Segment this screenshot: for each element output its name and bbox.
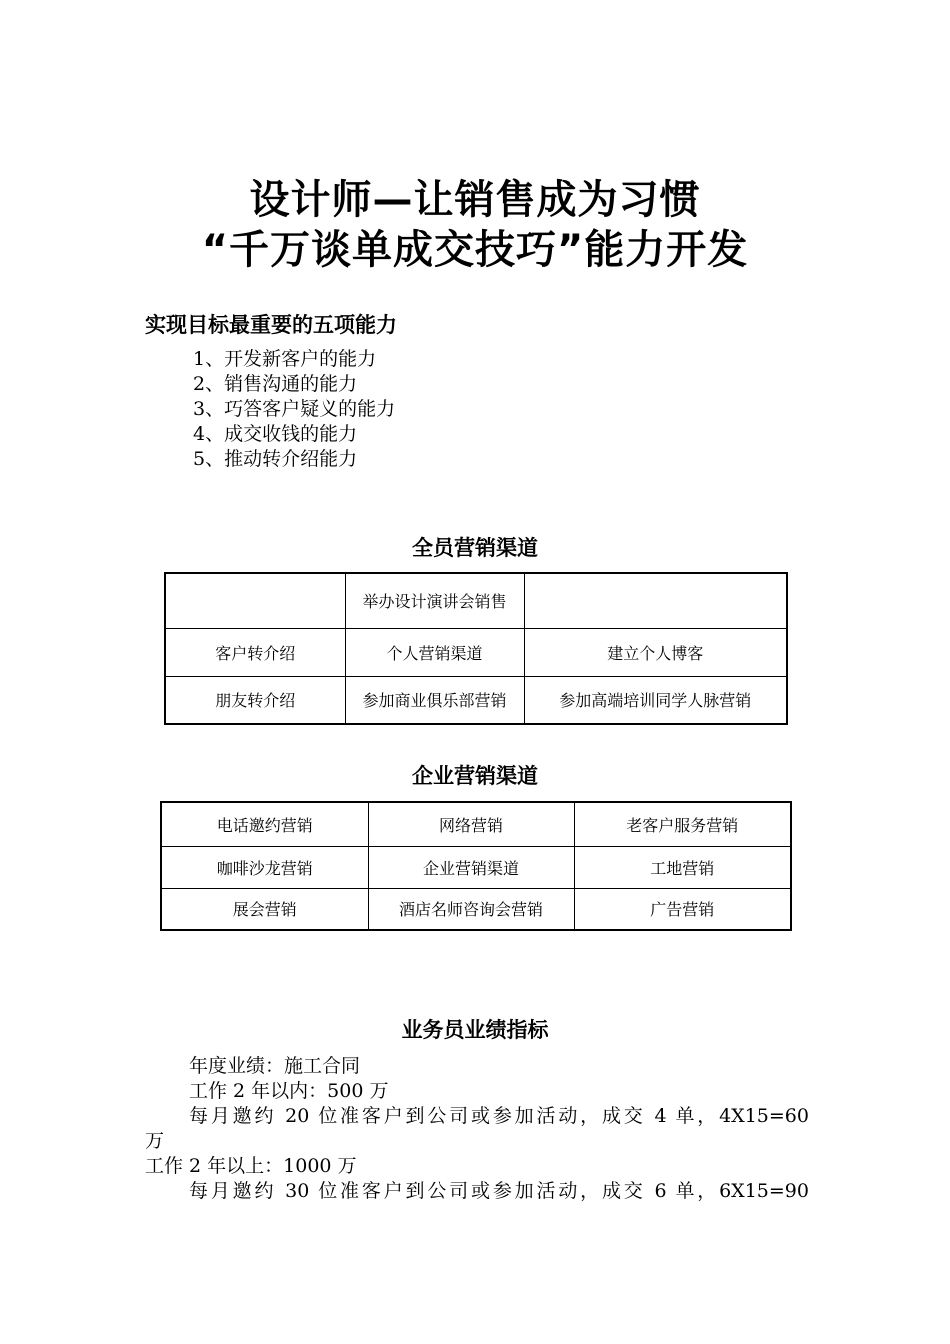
document-title-line-1: 设计师—让销售成为习惯 <box>249 177 701 223</box>
performance-line-wrap: 万 <box>145 1130 165 1152</box>
table-cell: 网络营销 <box>368 802 574 846</box>
table-cell <box>165 573 345 628</box>
table-cell: 广告营销 <box>574 888 791 930</box>
table-row <box>165 573 787 628</box>
ability-item: 4、成交收钱的能力 <box>193 423 358 445</box>
table-row <box>161 846 791 888</box>
performance-line: 每月邀约 30 位准客户到公司或参加活动，成交 6 单，6X15=90 <box>189 1180 809 1202</box>
enterprise-channels-heading: 企业营销渠道 <box>412 764 538 788</box>
table-cell: 参加商业俱乐部营销 <box>345 676 524 724</box>
table-cell: 展会营销 <box>161 888 368 930</box>
table-cell: 酒店名师咨询会营销 <box>368 888 574 930</box>
performance-line: 每月邀约 20 位准客户到公司或参加活动，成交 4 单，4X15=60 <box>189 1105 809 1127</box>
table-cell: 建立个人博客 <box>524 628 787 676</box>
all-staff-channels-heading: 全员营销渠道 <box>412 536 538 560</box>
table-cell <box>524 573 787 628</box>
performance-line: 年度业绩：施工合同 <box>189 1055 361 1077</box>
table-cell: 参加高端培训同学人脉营销 <box>524 676 787 724</box>
ability-item: 3、巧答客户疑义的能力 <box>193 398 396 420</box>
table-cell: 企业营销渠道 <box>368 846 574 888</box>
table-cell: 个人营销渠道 <box>345 628 524 676</box>
document-title-line-2: “千万谈单成交技巧”能力开发 <box>201 227 749 273</box>
table-cell: 电话邀约营销 <box>161 802 368 846</box>
ability-item: 5、推动转介绍能力 <box>193 448 358 470</box>
table-cell: 朋友转介绍 <box>165 676 345 724</box>
abilities-heading: 实现目标最重要的五项能力 <box>145 313 397 337</box>
table-row <box>165 676 787 724</box>
enterprise-channels-table <box>160 801 792 931</box>
table-cell: 工地营销 <box>574 846 791 888</box>
performance-line: 工作 2 年以上：1000 万 <box>145 1155 357 1177</box>
table-row <box>165 628 787 676</box>
table-cell: 老客户服务营销 <box>574 802 791 846</box>
ability-item: 2、销售沟通的能力 <box>193 373 358 395</box>
table-row <box>161 888 791 930</box>
all-staff-channels-table <box>164 572 788 725</box>
ability-item: 1、开发新客户的能力 <box>193 348 377 370</box>
table-cell: 举办设计演讲会销售 <box>345 573 524 628</box>
performance-heading: 业务员业绩指标 <box>401 1018 549 1042</box>
table-row <box>161 802 791 846</box>
performance-line: 工作 2 年以内：500 万 <box>189 1080 389 1102</box>
table-cell: 咖啡沙龙营销 <box>161 846 368 888</box>
table-cell: 客户转介绍 <box>165 628 345 676</box>
